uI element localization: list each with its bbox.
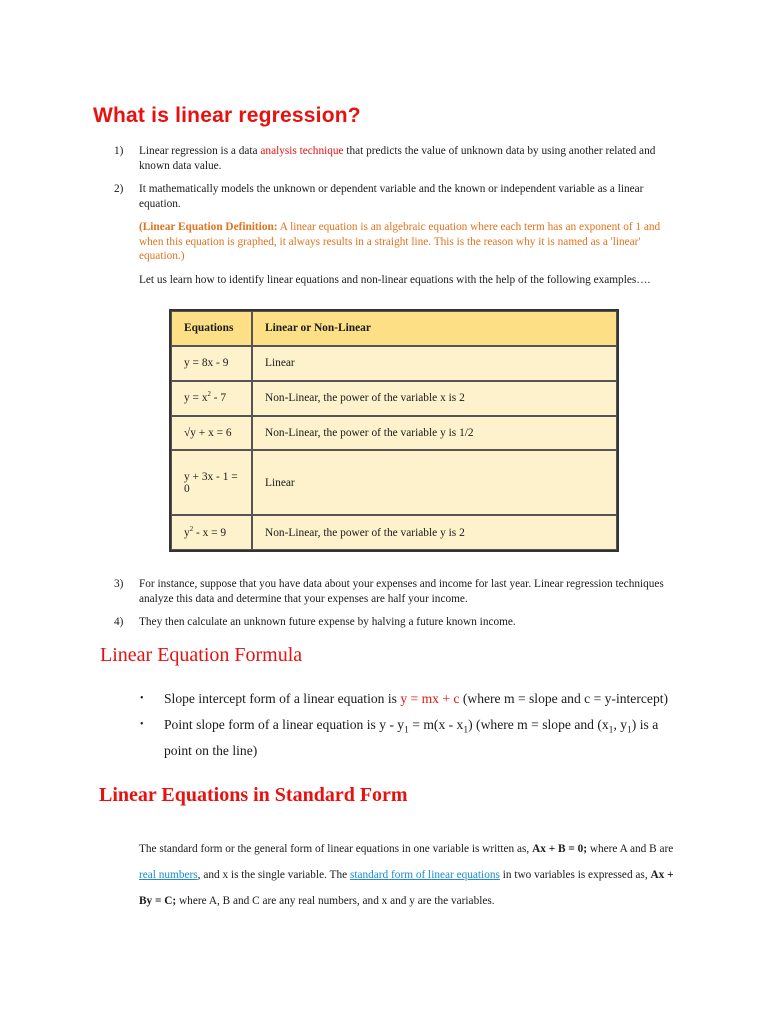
result-cell: Non-Linear, the power of the variable y is 1/2 bbox=[252, 416, 617, 451]
list-number: 1) bbox=[114, 145, 124, 157]
formula-highlight: y = mx + c bbox=[400, 691, 460, 706]
result-cell: Non-Linear, the power of the variable x is 2 bbox=[252, 381, 617, 416]
result-cell: Linear bbox=[252, 346, 617, 381]
table-row bbox=[171, 416, 617, 451]
definition-note bbox=[139, 220, 684, 264]
followup-list bbox=[114, 577, 684, 639]
equations-table bbox=[169, 309, 619, 552]
equation-cell: $y = x^2 - 7$ bbox=[171, 381, 252, 416]
definition-text: A linear equation is an algebraic equation where each term has an exponent of 1 and when this equation is graphed, it always results in a straight line. This is the reason why it is named as a 'linear' equation.) bbox=[139, 221, 661, 262]
list-text: Linear regression is a data bbox=[139, 145, 261, 157]
list-item-3 bbox=[114, 577, 684, 606]
list-number: 3) bbox=[114, 578, 124, 590]
intro-list bbox=[114, 144, 684, 287]
formula-heading: Linear Equation Formula bbox=[100, 644, 303, 666]
list-text: They then calculate an unknown future expense by halving a future known income. bbox=[139, 616, 516, 628]
equation-cell: √y + x = 6 bbox=[171, 416, 252, 451]
standard-form-paragraph: The standard form or the general form of linear equations in one variable is written as, Ax + B = 0; where A and B are real numbers, and x is the single variable. The standard form of linear equations in two variables is expressed as, Ax + By = C; where A, B and C are any real numbers, and x and y are the variables. bbox=[139, 843, 674, 907]
table-row bbox=[171, 346, 617, 381]
list-number: 2) bbox=[114, 183, 124, 195]
standard-form-heading: Linear Equations in Standard Form bbox=[99, 784, 408, 806]
list-item-2 bbox=[114, 182, 684, 287]
equation-one-variable: Ax + B = 0; bbox=[532, 843, 587, 855]
bullet-icon: • bbox=[140, 719, 144, 730]
equation-two-variables: Ax + By = C; bbox=[139, 869, 674, 907]
formula-list bbox=[140, 686, 680, 764]
header-equations: Equations bbox=[171, 311, 252, 346]
list-item-1 bbox=[114, 144, 684, 173]
table-row bbox=[171, 381, 617, 416]
list-text: It mathematically models the unknown or dependent variable and the known or independent variable as a linear equation. bbox=[139, 183, 644, 210]
bullet-icon: • bbox=[140, 693, 144, 704]
table-row bbox=[171, 515, 617, 550]
formula-item-slope-intercept: • Slope intercept form of a linear equation is y = mx + c (where m = slope and c = y-intercept) bbox=[140, 686, 680, 712]
list-item-4 bbox=[114, 615, 684, 630]
list-number: 4) bbox=[114, 616, 124, 628]
intro-paragraph: Let us learn how to identify linear equations and non-linear equations with the help of the following examples…. bbox=[139, 273, 651, 286]
formula-item-point-slope: • Point slope form of a linear equation is $y - y_1 = m(x - x_1)$ (where m = slope and ($x_1$, $y_1$) is a point on the line) bbox=[140, 712, 680, 764]
standard-form-link[interactable]: standard form of linear equations bbox=[349, 869, 500, 881]
equation-cell: y + 3x - 1 = 0 bbox=[171, 450, 252, 515]
list-text: that predicts the value of unknown data by using another related and known data value. bbox=[139, 145, 656, 172]
result-cell: Linear bbox=[252, 450, 617, 515]
result-cell: Non-Linear, the power of the variable y is 2 bbox=[252, 515, 617, 550]
page-title: What is linear regression? bbox=[93, 104, 361, 127]
equation-cell: $y^2 - x = 9$ bbox=[171, 515, 252, 550]
header-type: Linear or Non-Linear bbox=[252, 311, 617, 346]
table-row bbox=[171, 450, 617, 515]
equation-cell: y = 8x - 9 bbox=[171, 346, 252, 381]
real-numbers-link[interactable]: real numbers bbox=[139, 869, 198, 881]
list-text: For instance, suppose that you have data about your expenses and income for last year. Linear regression techniques analyze this data and determine that your expenses are half your income. bbox=[139, 578, 664, 605]
highlight-text: analysis technique bbox=[260, 145, 344, 157]
table-header-row bbox=[171, 311, 617, 346]
definition-label: (Linear Equation Definition: bbox=[139, 221, 278, 233]
